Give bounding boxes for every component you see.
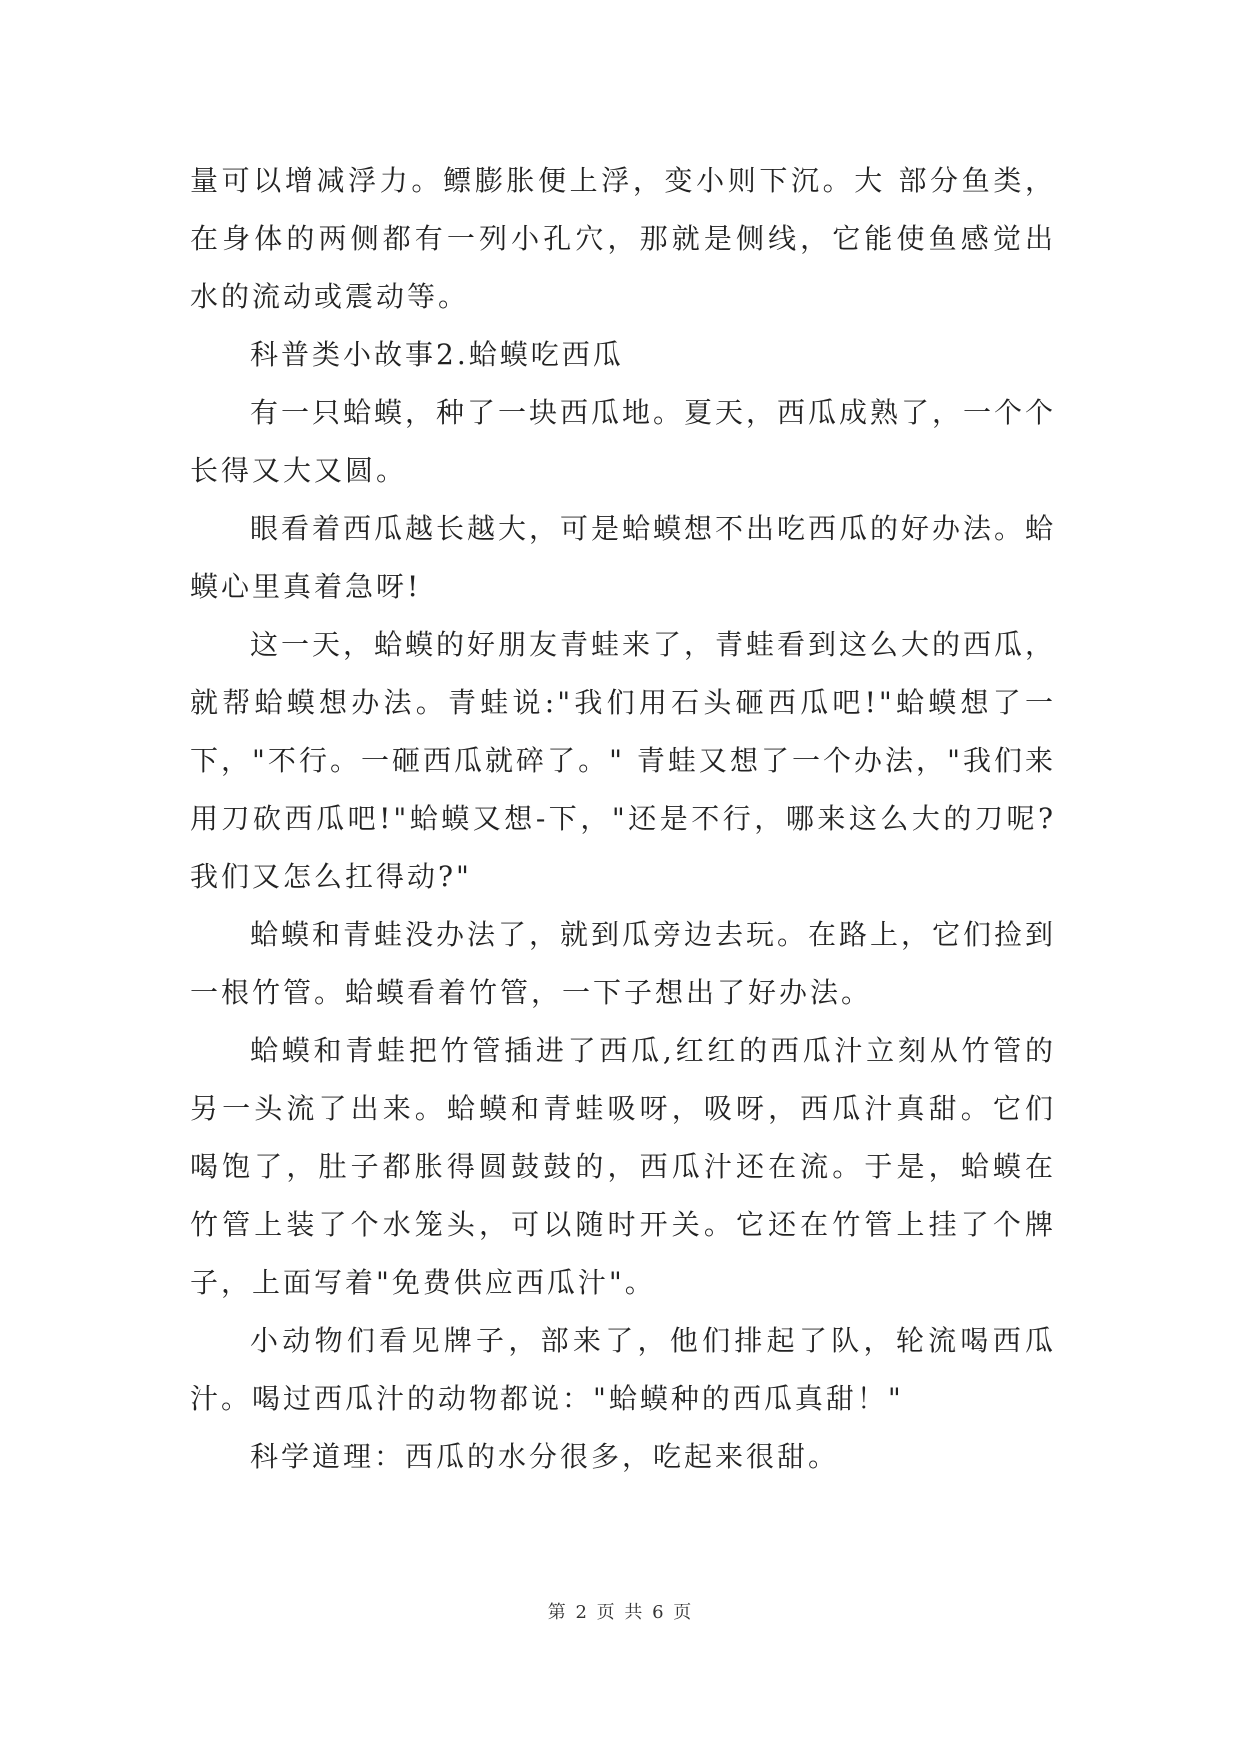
- paragraph: 这一天，蛤蟆的好朋友青蛙来了，青蛙看到这么大的西瓜，就帮蛤蟆想办法。青蛙说:"我们用石头砸西瓜吧!"蛤蟆想了一下，"不行。一砸西瓜就碎了。" 青蛙又想了一个办法，"我们来用刀砍西瓜吧!"蛤蟆又想-下，"还是不行，哪来这么大的刀呢?我们又怎么扛得动?": [190, 628, 1057, 893]
- paragraph: 蛤蟆和青蛙把竹管插进了西瓜,红红的西瓜汁立刻从竹管的另一头流了出来。蛤蟆和青蛙吸呀，吸呀，西瓜汁真甜。它们喝饱了，肚子都胀得圆鼓鼓的，西瓜汁还在流。于是，蛤蟆在竹管上装了个水笼头，可以随时开关。它还在竹管上挂了个牌子，上面写着"免费供应西瓜汁"。: [190, 1034, 1056, 1299]
- paragraph: 小动物们看见牌子，部来了，他们排起了队，轮流喝西瓜汁。喝过西瓜汁的动物都说："蛤蟆种的西瓜真甜！": [190, 1324, 1056, 1415]
- science-principle: 科学道理：西瓜的水分很多，吃起来很甜。: [250, 1440, 840, 1473]
- paragraph: 有一只蛤蟆，种了一块西瓜地。夏天，西瓜成熟了，一个个长得又大又圆。: [190, 396, 1057, 487]
- document-body: [190, 152, 1056, 1486]
- page-number-footer: 第 2 页 共 6 页: [547, 1602, 694, 1623]
- paragraph: 眼看着西瓜越长越大，可是蛤蟆想不出吃西瓜的好办法。蛤蟆心里真着急呀!: [190, 512, 1057, 603]
- paragraph: 蛤蟆和青蛙没办法了，就到瓜旁边去玩。在路上，它们捡到一根竹管。蛤蟆看着竹管，一下子想出了好办法。: [190, 918, 1057, 1009]
- paragraph-continuation: 量可以增减浮力。鳔膨胀便上浮，变小则下沉。大 部分鱼类，在身体的两侧都有一列小孔穴，那就是侧线，它能使鱼感觉出水的流动或震动等。: [190, 164, 1056, 313]
- story-title: 科普类小故事2.蛤蟆吃西瓜: [250, 338, 624, 371]
